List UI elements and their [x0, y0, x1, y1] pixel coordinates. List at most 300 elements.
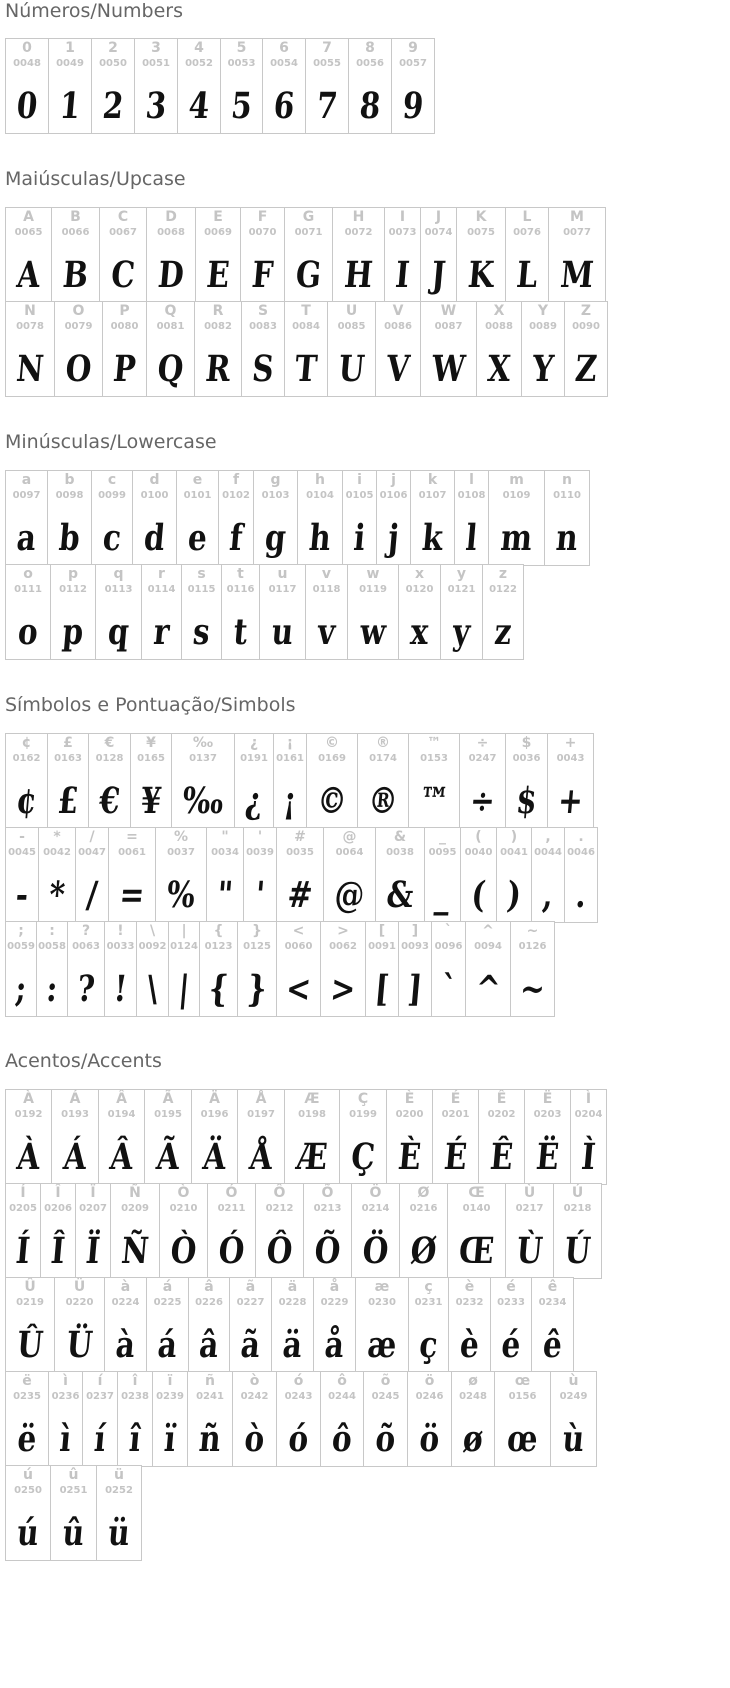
glyph-preview: J [429, 254, 448, 296]
glyph-cell [505, 1183, 554, 1279]
glyph-cell [355, 1277, 409, 1373]
glyph-preview: Ò [168, 1230, 199, 1272]
glyph-cell [47, 470, 92, 566]
glyph-cell [110, 1183, 160, 1279]
glyph-code: 0061 [118, 847, 146, 858]
glyph-code: 0106 [379, 490, 408, 501]
glyph-preview: 8 [357, 85, 383, 127]
glyph-code: 0153 [420, 753, 448, 764]
glyph-char-label: Y [537, 303, 549, 319]
glyph-char-label: 7 [322, 40, 332, 56]
glyph-preview: ‰ [180, 780, 226, 822]
glyph-preview: " [215, 874, 235, 916]
glyph-cell [187, 1371, 233, 1467]
glyph-cell [276, 921, 321, 1017]
glyph-cell [271, 1277, 314, 1373]
glyph-cell [5, 1465, 51, 1561]
glyph-cell [531, 827, 565, 923]
glyph-code: 0191 [240, 753, 268, 764]
glyph-char-label: 9 [408, 40, 418, 56]
glyph-cell [454, 470, 489, 566]
glyph-char-label: v [321, 566, 332, 582]
glyph-cell [237, 1089, 285, 1185]
glyph-code: 0065 [14, 227, 43, 238]
glyph-cell [408, 733, 460, 829]
glyph-code: 0230 [368, 1297, 396, 1308]
glyph-char-label: = [126, 829, 138, 845]
glyph-preview: ô [330, 1418, 354, 1460]
glyph-code: 0137 [189, 753, 217, 764]
glyph-char-label: É [450, 1091, 461, 1107]
glyph-code: 0048 [13, 58, 41, 69]
glyph-preview: C [109, 254, 137, 296]
glyph-char-label: D [165, 209, 177, 225]
glyph-char-label: Ô [273, 1185, 286, 1201]
glyph-code: 0201 [441, 1109, 470, 1120]
glyph-preview: œ [505, 1418, 540, 1460]
glyph-cell [410, 470, 455, 566]
glyph-cell [47, 733, 89, 829]
glyph-code: 0116 [226, 584, 255, 595]
glyph-code: 0034 [211, 847, 239, 858]
glyph-cell [240, 207, 285, 303]
glyph-code: 0092 [138, 941, 167, 952]
glyph-preview: S [250, 348, 276, 390]
glyph-code: 0064 [335, 847, 364, 858]
glyph-cell [5, 827, 39, 923]
glyph-cell [262, 38, 306, 134]
glyph-char-label: ü [114, 1467, 124, 1483]
glyph-preview: È [396, 1136, 423, 1178]
glyph-char-label: o [23, 566, 33, 582]
glyph-cell [305, 564, 348, 660]
glyph-char-label: Ò [177, 1185, 190, 1201]
glyph-cell [67, 921, 105, 1017]
glyph-cell [482, 564, 524, 660]
glyph-preview: 1 [57, 85, 83, 127]
glyph-preview: © [315, 780, 349, 822]
glyph-code: 0126 [518, 941, 547, 952]
glyph-cell [181, 564, 222, 660]
glyph-preview: B [61, 254, 90, 296]
glyph-char-label: 0 [22, 40, 32, 56]
glyph-preview: ã [239, 1324, 262, 1366]
glyph-char-label: J [435, 209, 442, 225]
glyph-preview: Æ [294, 1136, 330, 1178]
glyph-cell [104, 1277, 147, 1373]
glyph-cell [207, 1183, 256, 1279]
glyph-preview: h [307, 517, 333, 559]
glyph-code: 0099 [98, 490, 126, 501]
glyph-code: 0248 [459, 1391, 487, 1402]
glyph-code: 0247 [468, 753, 497, 764]
glyph-preview: 9 [400, 85, 426, 127]
glyph-preview: y [451, 611, 472, 653]
glyph-code: 0236 [51, 1391, 80, 1402]
section-title: Minúsculas/Lowercase [5, 431, 217, 453]
glyph-cell [144, 1089, 192, 1185]
glyph-char-label: n [562, 472, 572, 488]
glyph-cell [171, 733, 235, 829]
glyph-char-label: L [522, 209, 532, 225]
glyph-code: 0192 [14, 1109, 43, 1120]
glyph-preview: Z [573, 348, 599, 390]
glyph-code: 0102 [222, 490, 250, 501]
glyph-char-label: œ [514, 1373, 531, 1389]
glyph-cell [168, 921, 200, 1017]
glyph-cell [146, 207, 196, 303]
glyph-cell [134, 38, 178, 134]
glyph-char-label: ^ [482, 923, 494, 939]
glyph-preview: ï [162, 1418, 178, 1460]
glyph-char-label: ì [63, 1373, 68, 1389]
glyph-preview: Ê [488, 1136, 515, 1178]
glyph-cell [305, 38, 349, 134]
glyph-code: 0226 [195, 1297, 223, 1308]
glyph-cell [191, 1089, 238, 1185]
glyph-cell [5, 207, 52, 303]
glyph-code: 0202 [487, 1109, 516, 1120]
glyph-cell [332, 207, 385, 303]
glyph-code: 0211 [217, 1203, 246, 1214]
glyph-preview: î [127, 1418, 143, 1460]
glyph-cell [553, 1183, 602, 1279]
glyph-code: 0169 [318, 753, 346, 764]
glyph-code: 0198 [298, 1109, 326, 1120]
glyph-code: 0089 [529, 321, 557, 332]
glyph-char-label: g [270, 472, 281, 488]
glyph-cell [548, 207, 606, 303]
glyph-code: 0237 [86, 1391, 114, 1402]
glyph-code: 0104 [306, 490, 334, 501]
glyph-char-label: ä [287, 1279, 298, 1295]
glyph-cell [255, 1183, 304, 1279]
glyph-cell [40, 1183, 76, 1279]
glyph-preview: ù [560, 1418, 587, 1460]
glyph-preview: E [204, 254, 232, 296]
glyph-preview: K [466, 254, 496, 296]
glyph-char-label: ó [293, 1373, 304, 1389]
glyph-code: 0120 [405, 584, 434, 595]
glyph-code: 0216 [409, 1203, 438, 1214]
glyph-preview: a [15, 517, 38, 559]
glyph-preview: â [197, 1324, 221, 1366]
glyph-code: 0165 [137, 753, 165, 764]
glyph-preview: Ñ [119, 1230, 151, 1272]
glyph-code: 0213 [313, 1203, 342, 1214]
glyph-code: 0113 [104, 584, 133, 595]
glyph-char-label: 5 [236, 40, 247, 56]
glyph-preview: x [408, 611, 431, 653]
glyph-preview: g [263, 517, 288, 559]
glyph-preview: í [92, 1418, 108, 1460]
glyph-char-label: è [464, 1279, 475, 1295]
glyph-char-label: û [68, 1467, 79, 1483]
glyph-cell [146, 1277, 189, 1373]
glyph-preview: A [15, 254, 42, 296]
glyph-cell [284, 301, 328, 397]
glyph-cell [146, 301, 195, 397]
glyph-preview: 0 [14, 85, 40, 127]
glyph-cell [407, 1371, 452, 1467]
glyph-code: 0231 [414, 1297, 443, 1308]
glyph-cell [54, 1277, 105, 1373]
glyph-code: 0194 [107, 1109, 136, 1120]
glyph-char-label: î [132, 1373, 138, 1389]
glyph-code: 0251 [59, 1485, 88, 1496]
glyph-preview: Y [530, 348, 556, 390]
glyph-preview: F [250, 254, 275, 296]
glyph-code: 0105 [345, 490, 374, 501]
glyph-cell [521, 301, 565, 397]
glyph-char-label: r [158, 566, 165, 582]
glyph-cell [524, 1089, 571, 1185]
glyph-preview: z [492, 611, 514, 653]
glyph-char-label: T [301, 303, 311, 319]
glyph-cell [313, 1277, 356, 1373]
glyph-code: 0252 [105, 1485, 133, 1496]
glyph-cell [327, 301, 376, 397]
glyph-code: 0054 [270, 58, 298, 69]
glyph-cell [132, 470, 177, 566]
glyph-preview: å [323, 1324, 346, 1366]
glyph-char-label: Æ [304, 1091, 320, 1107]
glyph-preview: V [384, 348, 412, 390]
glyph-preview: u [269, 611, 296, 653]
glyph-preview: ü [106, 1512, 132, 1554]
glyph-preview: Ä [201, 1136, 228, 1178]
glyph-cell [220, 38, 263, 134]
glyph-code: 0115 [187, 584, 216, 595]
glyph-cell [456, 207, 506, 303]
glyph-code: 0050 [99, 58, 127, 69]
glyph-char-label: Ú [571, 1185, 584, 1201]
glyph-code: 0156 [508, 1391, 537, 1402]
glyph-char-label: Î [55, 1185, 61, 1201]
glyph-code: 0195 [154, 1109, 182, 1120]
glyph-cell [199, 921, 238, 1017]
glyph-char-label: j [391, 472, 396, 488]
glyph-cell [98, 1089, 145, 1185]
glyph-char-label: m [509, 472, 524, 488]
glyph-code: 0072 [344, 227, 373, 238]
glyph-code: 0234 [538, 1297, 567, 1308]
glyph-code: 0219 [16, 1297, 44, 1308]
glyph-preview: Ú [562, 1230, 593, 1272]
glyph-char-label: | [181, 923, 187, 939]
glyph-cell [54, 301, 103, 397]
glyph-code: 0039 [246, 847, 274, 858]
glyph-cell [440, 564, 483, 660]
glyph-preview: j [386, 517, 401, 559]
glyph-char-label: æ [374, 1279, 390, 1295]
glyph-code: 0071 [294, 227, 323, 238]
glyph-cell [253, 470, 298, 566]
glyph-code: 0066 [61, 227, 90, 238]
glyph-char-label: P [119, 303, 130, 319]
glyph-code: 0108 [457, 490, 486, 501]
glyph-cell [75, 827, 109, 923]
glyph-char-label: ~ [526, 923, 539, 939]
glyph-preview: s [191, 611, 212, 653]
glyph-cell [241, 301, 285, 397]
glyph-preview: | [176, 968, 192, 1010]
glyph-char-label: @ [342, 829, 357, 845]
glyph-code: 0200 [395, 1109, 424, 1120]
glyph-char-label: Ù [523, 1185, 536, 1201]
glyph-preview: / [84, 874, 100, 916]
glyph-cell [357, 733, 409, 829]
glyph-code: 0140 [462, 1203, 491, 1214]
glyph-code: 0118 [312, 584, 341, 595]
glyph-preview: Å [247, 1136, 275, 1178]
glyph-preview: I [393, 254, 412, 296]
glyph-preview: w [358, 611, 388, 653]
glyph-cell [564, 827, 598, 923]
glyph-preview: O [63, 348, 94, 390]
glyph-char-label: h [315, 472, 325, 488]
glyph-preview: % [165, 874, 197, 916]
glyph-char-label: < [292, 923, 305, 939]
glyph-cell [531, 1277, 574, 1373]
glyph-preview: ä [281, 1324, 304, 1366]
glyph-char-label: á [162, 1279, 173, 1295]
glyph-cell [48, 38, 92, 134]
glyph-code: 0093 [401, 941, 429, 952]
glyph-code: 0049 [56, 58, 84, 69]
glyph-char-label: H [352, 209, 365, 225]
glyph-code: 0044 [534, 847, 562, 858]
glyph-code: 0080 [110, 321, 139, 332]
glyph-preview: Û [15, 1324, 45, 1366]
glyph-preview: = [117, 874, 147, 916]
glyph-preview: ñ [197, 1418, 223, 1460]
glyph-preview: # [285, 874, 315, 916]
glyph-cell [48, 1371, 83, 1467]
glyph-cell [273, 733, 307, 829]
glyph-preview: 3 [143, 85, 169, 127]
section-title: Números/Numbers [5, 0, 183, 22]
glyph-code: 0110 [553, 490, 581, 501]
glyph-cell [550, 1371, 597, 1467]
glyph-code: 0100 [140, 490, 169, 501]
glyph-code: 0060 [284, 941, 313, 952]
glyph-preview: P [111, 348, 138, 390]
glyph-preview: û [60, 1512, 87, 1554]
glyph-cell [424, 827, 461, 923]
glyph-char-label: õ [380, 1373, 391, 1389]
glyph-code: 0161 [276, 753, 304, 764]
glyph-char-label: k [427, 472, 438, 488]
glyph-char-label: â [204, 1279, 214, 1295]
glyph-char-label: Õ [321, 1185, 334, 1201]
glyph-preview: è [458, 1324, 481, 1366]
glyph-preview: p [60, 611, 86, 653]
glyph-preview: L [514, 254, 540, 296]
glyph-char-label: ¥ [146, 735, 156, 751]
glyph-char-label: z [498, 566, 508, 582]
glyph-code: 0062 [329, 941, 357, 952]
glyph-char-label: Ä [209, 1091, 220, 1107]
glyph-code: 0204 [574, 1109, 603, 1120]
glyph-code: 0163 [54, 753, 82, 764]
glyph-cell [82, 1371, 118, 1467]
glyph-code: 0098 [55, 490, 84, 501]
glyph-cell [117, 1371, 153, 1467]
glyph-preview: * [47, 874, 67, 916]
glyph-char-label: Á [69, 1091, 81, 1107]
glyph-char-label: ® [376, 735, 390, 751]
glyph-code: 0162 [12, 753, 41, 764]
glyph-preview: . [574, 874, 588, 916]
glyph-preview: b [57, 517, 82, 559]
glyph-char-label: é [506, 1279, 516, 1295]
glyph-preview: U [336, 348, 367, 390]
glyph-cell [496, 827, 532, 923]
glyph-code: 0128 [95, 753, 124, 764]
glyph-cell [229, 1277, 272, 1373]
glyph-code: 0059 [7, 941, 35, 952]
glyph-char-label: a [21, 472, 32, 488]
glyph-cell [544, 470, 590, 566]
glyph-char-label: & [393, 829, 407, 845]
glyph-cell [95, 564, 142, 660]
glyph-code: 0125 [243, 941, 271, 952]
glyph-cell [297, 470, 343, 566]
glyph-preview: Ö [360, 1230, 391, 1272]
glyph-char-label: ã [245, 1279, 256, 1295]
glyph-code: 0097 [12, 490, 41, 501]
glyph-code: 0076 [513, 227, 541, 238]
glyph-cell [51, 1089, 99, 1185]
glyph-preview: Â [108, 1136, 135, 1178]
glyph-cell [376, 470, 411, 566]
glyph-code: 0239 [156, 1391, 184, 1402]
glyph-char-label: Ë [542, 1091, 553, 1107]
glyph-code: 0086 [384, 321, 412, 332]
glyph-preview: ¿ [243, 780, 265, 822]
glyph-preview: ¥ [138, 780, 164, 822]
glyph-cell [96, 1465, 142, 1561]
glyph-cell [50, 564, 96, 660]
glyph-cell [320, 921, 366, 1017]
glyph-char-label: Ñ [129, 1185, 141, 1201]
glyph-preview: - [14, 874, 30, 916]
glyph-cell [478, 1089, 525, 1185]
glyph-cell [50, 1465, 97, 1561]
glyph-preview: € [97, 780, 122, 822]
glyph-preview: ¡ [281, 780, 299, 822]
glyph-char-label: u [277, 566, 288, 582]
glyph-code: 0078 [16, 321, 44, 332]
glyph-cell [564, 301, 608, 397]
glyph-preview: ] [406, 968, 424, 1010]
glyph-char-label: V [392, 303, 404, 319]
glyph-code: 0246 [415, 1391, 444, 1402]
glyph-preview: G [294, 254, 323, 296]
glyph-cell [218, 470, 254, 566]
glyph-cell [398, 921, 432, 1017]
glyph-char-label: ÷ [476, 735, 489, 751]
glyph-cell [36, 921, 68, 1017]
glyph-cell [259, 564, 306, 660]
glyph-char-label: Å [255, 1091, 267, 1107]
glyph-char-label: } [252, 923, 262, 939]
glyph-preview: D [156, 254, 186, 296]
glyph-cell [130, 733, 172, 829]
glyph-code: 0233 [497, 1297, 525, 1308]
glyph-code: 0057 [399, 58, 427, 69]
